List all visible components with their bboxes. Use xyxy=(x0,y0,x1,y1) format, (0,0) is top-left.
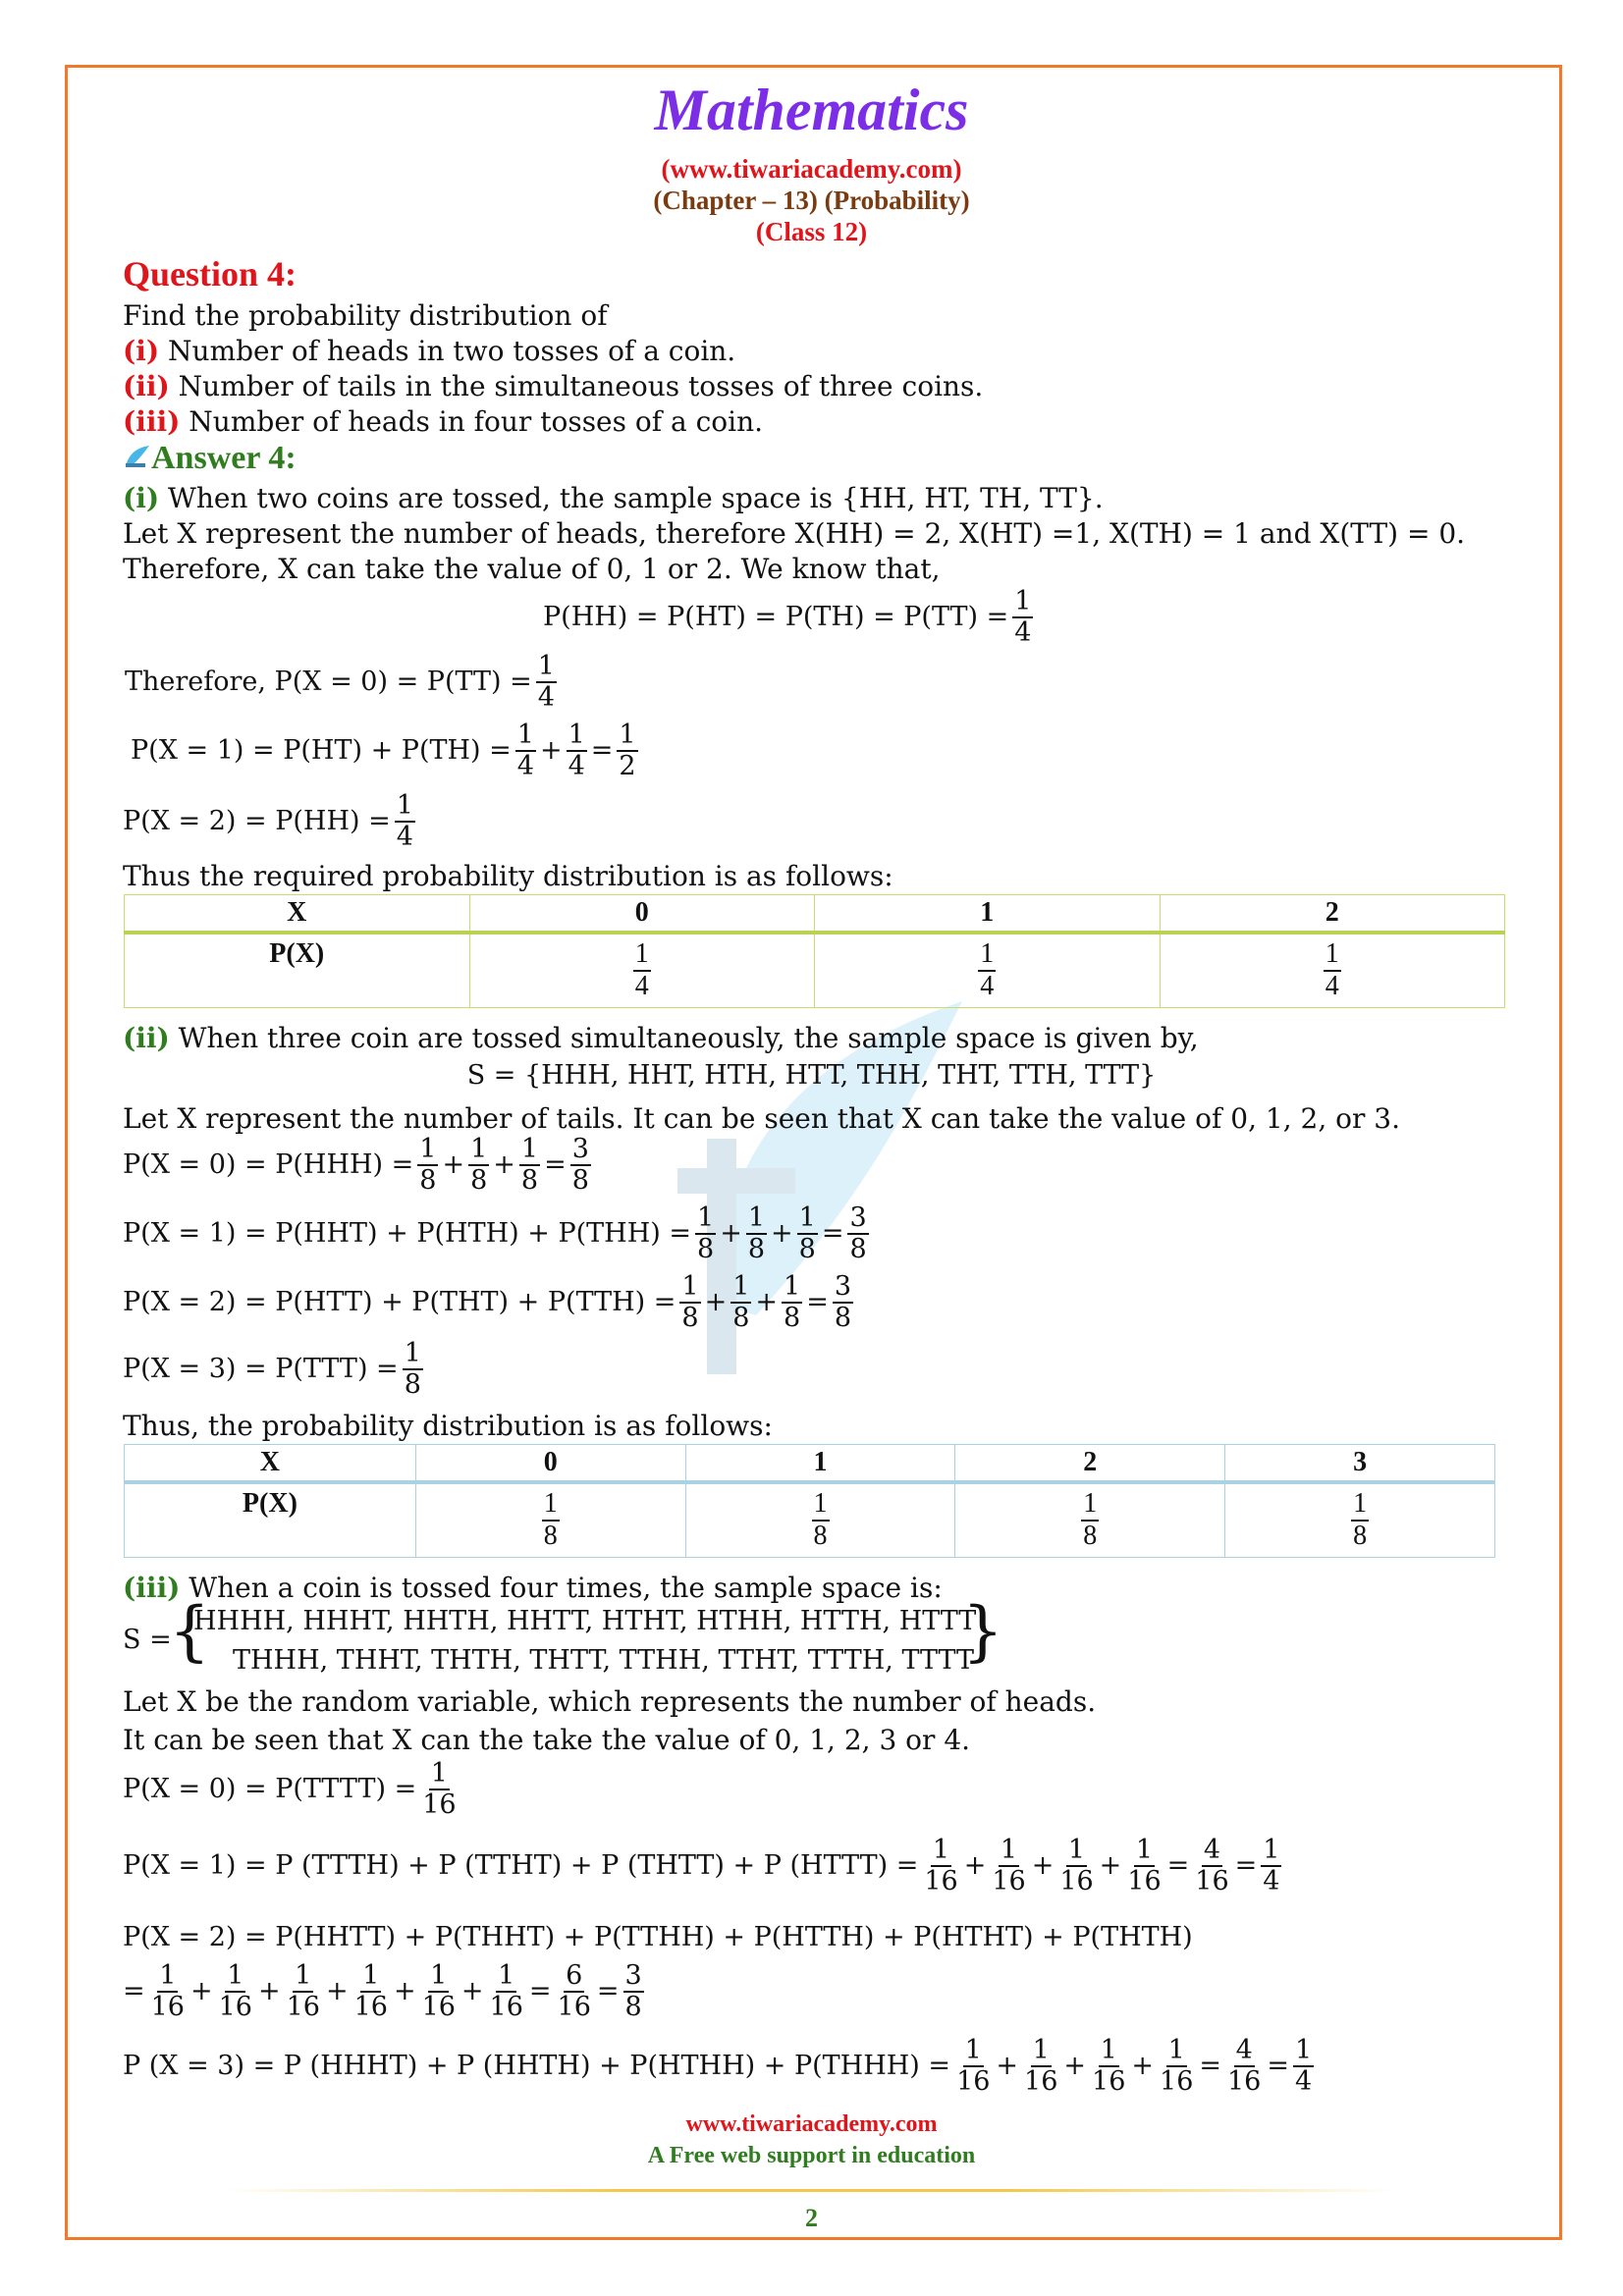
equation-iii-px3: P (X = 3) = P (HHHT) + P (HHTH) + P(HTHH) + P(THHH) = $\frac{1}{16}$ + $\frac{1}{16}$ + $\frac{1}{16}$ + $\frac{1}{16}$ = $\frac{4}{16}$ = $\frac{1}{4}$ xyxy=(123,2035,1313,2097)
header-website: (www.tiwariacademy.com) xyxy=(661,154,962,184)
table-cell: 1 xyxy=(815,895,1160,934)
answer-part1-thus: Thus the required probability distribution is as follows: xyxy=(123,860,893,892)
header-class: (Class 12) xyxy=(755,217,868,246)
question-part-3 xyxy=(123,405,763,438)
answer-part3-line1 xyxy=(123,1572,943,1604)
eq-text: P(X = 1) = P (TTTH) + P (TTHT) + P (THTT) + P (HTTT) = xyxy=(123,1850,919,1882)
distribution-table-2 xyxy=(124,1444,1495,1558)
equation-ii-px2: P(X = 2) = P(HTT) + P(THT) + P(TTH) = $\frac{1}{8}$ + $\frac{1}{8}$ + $\frac{1}{8}$ = $\frac{3}{8}$ xyxy=(123,1271,852,1333)
equation-iii-px1: P(X = 1) = P (TTTH) + P (TTHT) + P (THTT) + P (HTTT) = $\frac{1}{16}$ + $\frac{1}{16}$ + $\frac{1}{16}$ + $\frac{1}{16}$ = $\frac{4}{16}$ = $\frac{1}{4}$ xyxy=(123,1835,1280,1896)
answer-part2-thus: Thus, the probability distribution is as follows: xyxy=(123,1410,773,1442)
table-cell: $\frac{1}{8}$ xyxy=(415,1482,685,1558)
eq-text: P (X = 3) = P (HHHT) + P (HHTH) + P(HTHH) + P(THHH) = xyxy=(123,2051,951,2082)
line-text: When a coin is tossed four times, the sample space is: xyxy=(180,1572,943,1604)
table-cell: 3 xyxy=(1225,1445,1495,1483)
fraction: $\frac{1}{4}$ xyxy=(1014,586,1032,648)
distribution-table-1 xyxy=(124,894,1505,1008)
table-cell: 1 xyxy=(685,1445,955,1483)
fraction: $\frac{1}{2}$ xyxy=(619,720,636,781)
eq-text: P(X = 2) = P(HH) = xyxy=(123,806,391,837)
line-text: When three coin are tossed simultaneously, the sample space is given by, xyxy=(169,1022,1199,1054)
footer-website-link[interactable]: www.tiwariacademy.com xyxy=(685,2111,938,2137)
header-chapter: (Chapter – 13) (Probability) xyxy=(653,186,970,215)
answer-part1-line2: Let X represent the number of heads, therefore X(HH) = 2, X(HT) =1, X(TH) = 1 and X(TT) = 0. xyxy=(123,517,1466,550)
eq-text: Therefore, P(X = 0) = P(TT) = xyxy=(125,667,532,698)
answer-part3-line2: Let X be the random variable, which represents the number of heads. xyxy=(123,1685,1097,1718)
sample-space-3-coins: S = {HHH, HHT, HTH, HTT, THH, THT, TTH, TTT} xyxy=(466,1060,1157,1091)
part-text: Number of heads in four tosses of a coin. xyxy=(180,405,764,438)
answer-part2-line2: Let X represent the number of tails. It can be seen that X can take the value of 0, 1, 2, or 3. xyxy=(123,1102,1400,1135)
sample-space-label: S = xyxy=(123,1625,172,1655)
answer-part3-line3: It can be seen that X can the take the value of 0, 1, 2, 3 or 4. xyxy=(123,1724,971,1756)
eq-text: P(X = 1) = P(HHT) + P(HTH) + P(THH) = xyxy=(123,1218,691,1250)
equation-px2 xyxy=(123,791,419,851)
part-label: (ii) xyxy=(123,370,170,402)
question-part-2 xyxy=(123,370,983,402)
equation-px0 xyxy=(125,652,561,712)
answer-part1-line3: Therefore, X can take the value of 0, 1 or 2. We know that, xyxy=(123,553,941,585)
sample-space-row-1: HHHH, HHHT, HHTH, HHTT, HTHT, HTHH, HTTH, HTTT xyxy=(193,1606,977,1636)
fraction: $\frac{1}{4}$ xyxy=(568,720,585,781)
part-label: (iii) xyxy=(123,405,181,438)
question-heading: Question 4: xyxy=(123,254,298,294)
part-label: (i) xyxy=(123,335,160,367)
equation-all-equal xyxy=(543,587,1037,647)
footer-tagline: A Free web support in education xyxy=(647,2143,976,2168)
table-cell: 2 xyxy=(955,1445,1225,1483)
table-cell: $\frac{1}{8}$ xyxy=(1225,1482,1495,1558)
table-cell: $\frac{1}{4}$ xyxy=(469,933,814,1008)
equation-iii-px0: P(X = 0) = P(TTTT) = $\frac{1}{16}$ xyxy=(123,1758,457,1820)
eq-text: P(X = 1) = P(HT) + P(TH) = xyxy=(131,735,512,767)
page-number: 2 xyxy=(805,2204,818,2232)
part-text: Number of heads in two tosses of a coin. xyxy=(159,335,736,367)
answer-icon xyxy=(124,444,151,469)
eq-text: P(X = 0) = P(HHH) = xyxy=(123,1149,414,1181)
table-cell: $\frac{1}{8}$ xyxy=(955,1482,1225,1558)
table-header-x: X xyxy=(125,895,470,934)
table-cell: 0 xyxy=(415,1445,685,1483)
eq-text: P(X = 2) = P(HTT) + P(THT) + P(TTH) = xyxy=(123,1287,676,1318)
equation-ii-px3: P(X = 3) = P(TTT) = $\frac{1}{8}$ xyxy=(123,1338,421,1400)
table-cell: $\frac{1}{4}$ xyxy=(815,933,1160,1008)
part-text: Number of tails in the simultaneous tosses of three coins. xyxy=(169,370,984,402)
table-cell: 2 xyxy=(1160,895,1505,934)
right-brace: } xyxy=(962,1593,1003,1669)
line-text: When two coins are tossed, the sample space is {HH, HT, TH, TT}. xyxy=(159,482,1104,514)
part-label: (i) xyxy=(123,482,160,514)
sample-space-row-2: THHH, THHT, THTH, THTT, TTHH, TTHT, TTTH, TTTT xyxy=(233,1645,974,1676)
part-label: (ii) xyxy=(123,1022,170,1054)
eq-text: P(X = 3) = P(TTT) = xyxy=(123,1354,399,1385)
fraction: $\frac{1}{4}$ xyxy=(537,651,555,713)
footer-divider xyxy=(226,2189,1397,2192)
eq-text: P(HH) = P(HT) = P(TH) = P(TT) = xyxy=(543,602,1009,633)
answer-part1-line1 xyxy=(123,482,1104,514)
answer-part2-line1 xyxy=(123,1022,1199,1054)
question-intro: Find the probability distribution of xyxy=(123,299,608,332)
left-brace: { xyxy=(169,1593,210,1669)
equation-iii-px2-line2: = $\frac{1}{16}$ + $\frac{1}{16}$ + $\frac{1}{16}$ + $\frac{1}{16}$ + $\frac{1}{16}$ + $\frac{1}{16}$ = $\frac{6}{16}$ = $\frac{3}{8}$ xyxy=(123,1960,642,2022)
table-cell: 0 xyxy=(469,895,814,934)
page-title: Mathematics xyxy=(654,78,969,142)
table-cell: $\frac{1}{4}$ xyxy=(1160,933,1505,1008)
equation-iii-px2-line1: P(X = 2) = P(HHTT) + P(THHT) + P(TTHH) + P(HTTH) + P(HTHT) + P(THTH) xyxy=(123,1922,1193,1952)
table-cell: $\frac{1}{8}$ xyxy=(685,1482,955,1558)
table-row-label: P(X) xyxy=(125,933,470,1008)
part-label: (iii) xyxy=(123,1572,181,1604)
equation-ii-px1: P(X = 1) = P(HHT) + P(HTH) + P(THH) = $\frac{1}{8}$ + $\frac{1}{8}$ + $\frac{1}{8}$ = $\frac{3}{8}$ xyxy=(123,1202,867,1264)
fraction: $\frac{1}{4}$ xyxy=(516,720,534,781)
equation-ii-px0: P(X = 0) = P(HHH) = $\frac{1}{8}$ + $\frac{1}{8}$ + $\frac{1}{8}$ = $\frac{3}{8}$ xyxy=(123,1134,589,1196)
question-part-1 xyxy=(123,335,735,367)
table-row-label: P(X) xyxy=(125,1482,416,1558)
answer-heading: Answer 4: xyxy=(151,440,297,476)
equation-px1: P(X = 1) = P(HT) + P(TH) = $\frac{1}{4}$ + $\frac{1}{4}$ = $\frac{1}{2}$ xyxy=(131,720,636,781)
fraction: $\frac{1}{4}$ xyxy=(396,790,413,852)
eq-text: P(X = 0) = P(TTTT) = xyxy=(123,1774,417,1805)
table-header-x: X xyxy=(125,1445,416,1483)
